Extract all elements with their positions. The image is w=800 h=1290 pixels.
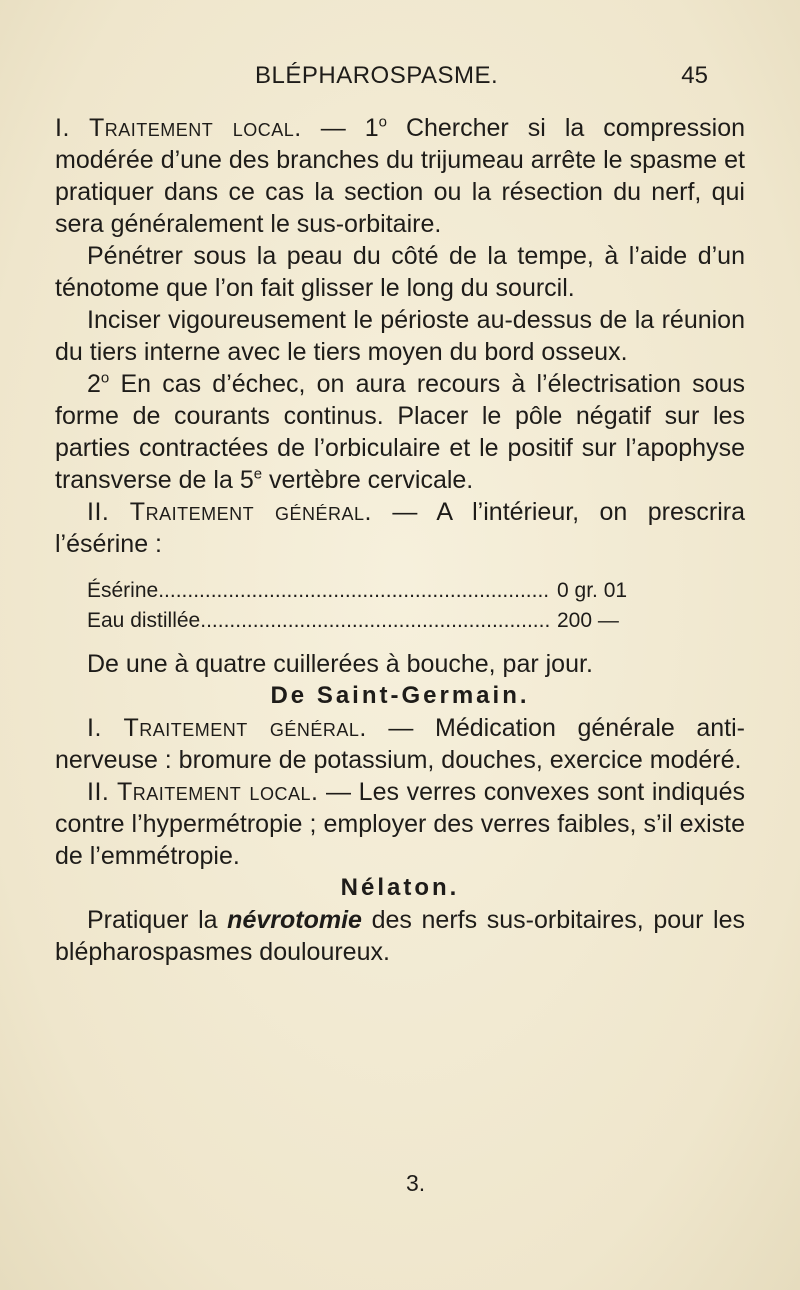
- section-heading: II. Traitement général.: [87, 498, 372, 526]
- paragraph-penetrer: Pénétrer sous la peau du côté de la tempe, à l’aide d’un ténotome que l’on fait glisser le long du sourcil.: [55, 242, 745, 302]
- author-heading: Nélaton.: [340, 874, 460, 901]
- running-header: [0, 62, 800, 96]
- paragraph-traitement-local: I. Traitement local. — 1$^o$ Chercher si la compression modérée d’une des branches du trijumeau arrête le spasme et pratiquer dans ce cas la section ou la résection du nerf, qui sera généralement le sus-orbitaire.: [55, 113, 745, 238]
- page-number: 45: [681, 62, 708, 89]
- page-body: [55, 112, 745, 968]
- paragraph-traitement-general: II. Traitement général. — A l’intérieur, on prescrira l’ésérine :: [55, 498, 745, 558]
- running-title: BLÉPHAROSPASME.: [255, 62, 499, 89]
- emphasized-term: névrotomie: [227, 906, 362, 934]
- paragraph-inciser: Inciser vigoureusement le périoste au-dessus de la réunion du tiers interne avec le tiers moyen du bord osseux.: [55, 306, 745, 366]
- prescription-table: [87, 576, 687, 636]
- paragraph-electrisation: 2$^o$ En cas d’échec, on aura recours à l’électrisation sous forme de courants continus. Placer le pôle négatif sur les parties contractées de l’orbiculaire et le positif sur l’apophyse transverse de la 5e vertèbre cervicale.: [55, 369, 745, 494]
- paragraph-sg-general: I. Traitement général. — Médication générale anti-nerveuse : bromure de potassium, douches, exercice modéré.: [55, 714, 745, 774]
- section-heading: II. Traitement local.: [87, 778, 319, 806]
- author-heading: De Saint-Germain.: [270, 682, 530, 709]
- section-heading: I. Traitement local.: [55, 114, 302, 142]
- section-heading: I. Traitement général.: [87, 714, 367, 742]
- paragraph-sg-local: II. Traitement local. — Les verres convexes sont indiqués contre l’hypermétropie ; employer des verres faibles, s’il existe de l’emmétropie.: [55, 778, 745, 870]
- prescription-row: Ésérine ..... 0 gr. 01: [87, 576, 687, 606]
- prescription-row: Eau distillée ..... 200 —: [87, 606, 687, 636]
- signature-mark: 3.: [406, 1170, 426, 1196]
- paragraph-nelaton: Pratiquer la névrotomie des nerfs sus-orbitaires, pour les blépharospasmes douloureux.: [55, 906, 745, 966]
- paragraph-dose: De une à quatre cuillerées à bouche, par jour.: [87, 650, 593, 678]
